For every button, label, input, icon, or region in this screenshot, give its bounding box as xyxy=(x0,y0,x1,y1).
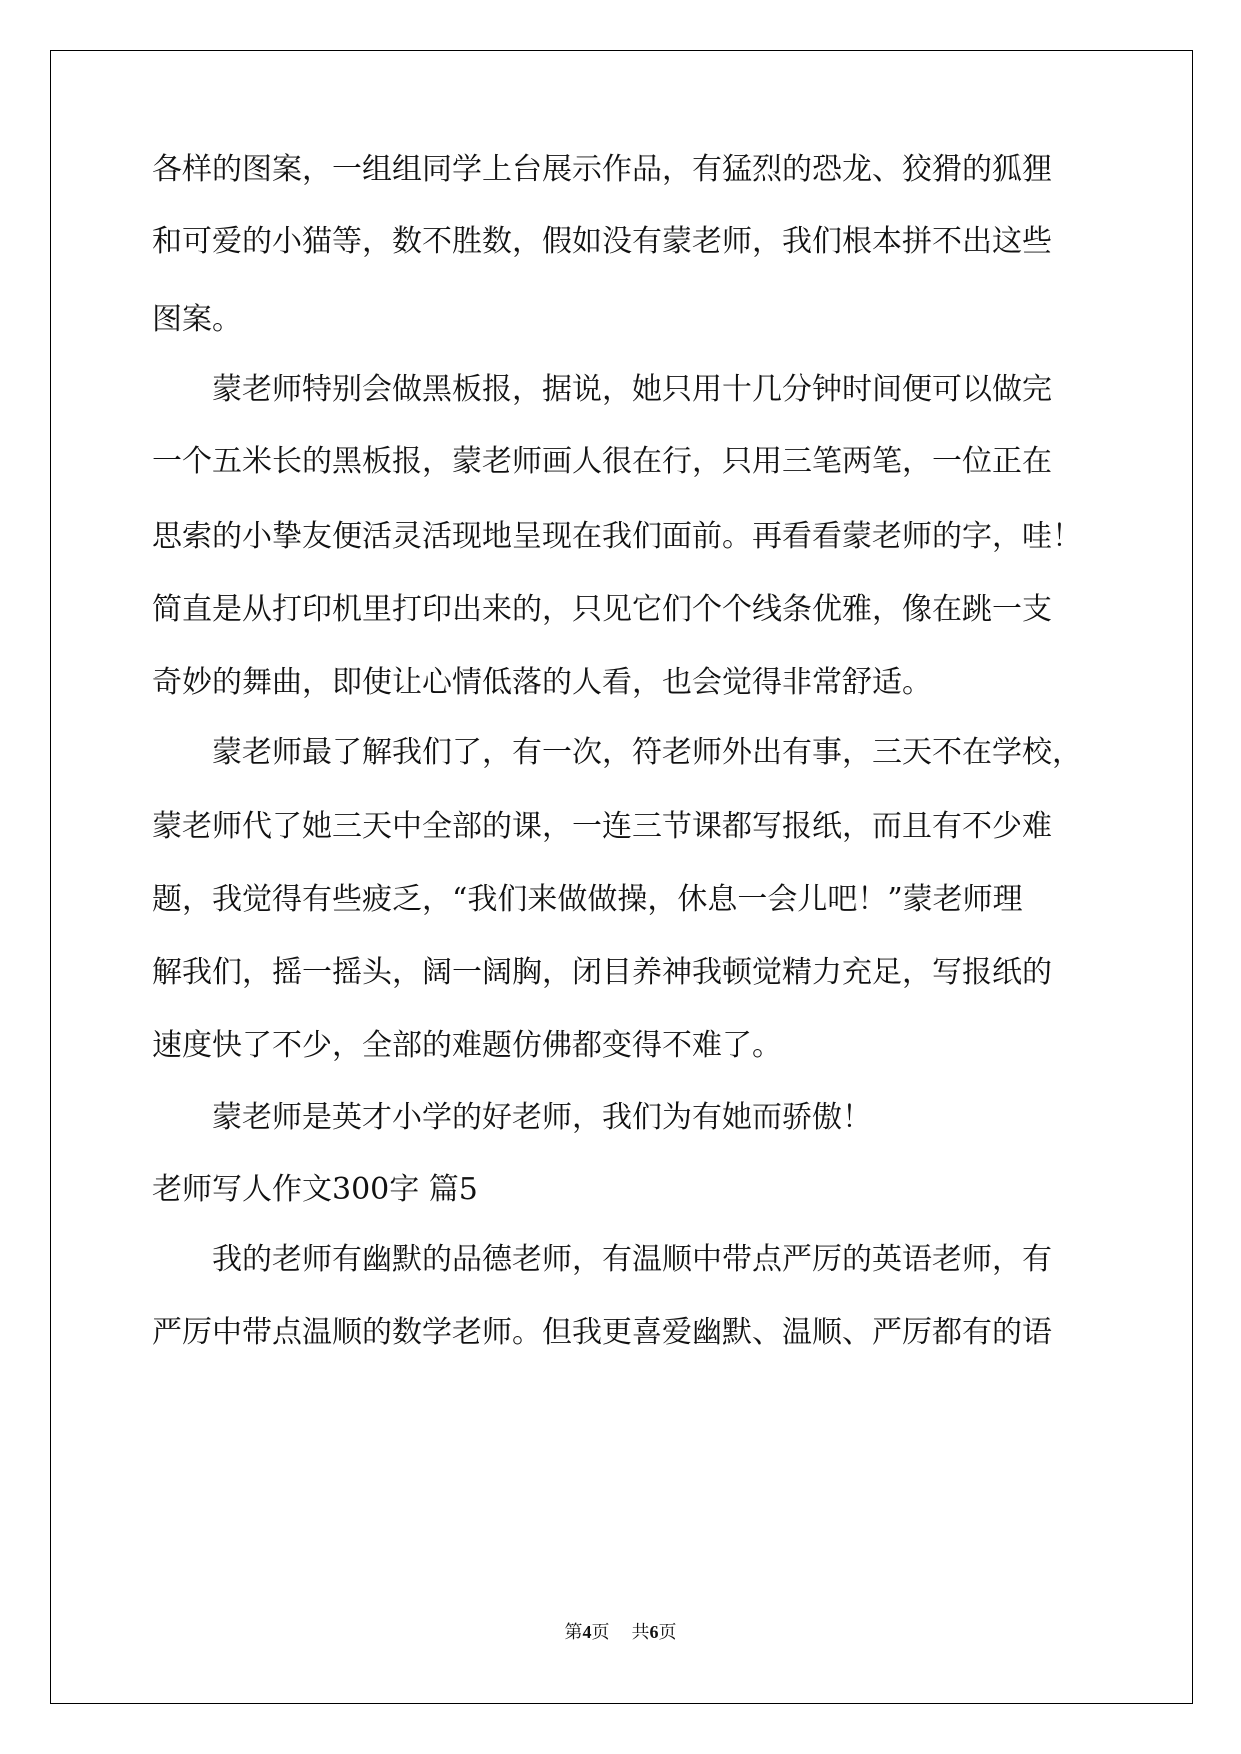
body-line: 解我们，摇一摇头，阔一阔胸，闭目养神我顿觉精力充足，写报纸的 xyxy=(152,955,1052,990)
body-line: 速度快了不少，全部的难题仿佛都变得不难了。 xyxy=(152,1028,782,1063)
body-line: 奇妙的舞曲，即使让心情低落的人看，也会觉得非常舒适。 xyxy=(152,665,932,700)
page-footer xyxy=(0,1618,1241,1644)
body-line: 蒙老师最了解我们了，有一次，符老师外出有事，三天不在学校， xyxy=(212,735,1082,770)
body-line: 图案。 xyxy=(152,302,242,337)
total-pages: 6 xyxy=(649,1622,659,1642)
body-line: 蒙老师是英才小学的好老师，我们为有她而骄傲！ xyxy=(212,1100,872,1135)
body-line: 简直是从打印机里打印出来的，只见它们个个线条优雅，像在跳一支 xyxy=(152,592,1052,627)
page-number: 4 xyxy=(582,1622,592,1642)
body-line: 一个五米长的黑板报，蒙老师画人很在行，只用三笔两笔，一位正在 xyxy=(152,444,1052,479)
body-line: 严厉中带点温顺的数学老师。但我更喜爱幽默、温顺、严厉都有的语 xyxy=(152,1315,1052,1350)
body-line: 和可爱的小猫等，数不胜数，假如没有蒙老师，我们根本拼不出这些 xyxy=(152,224,1052,259)
page-number-suffix: 页 xyxy=(591,1622,610,1643)
body-line: 思索的小挚友便活灵活现地呈现在我们面前。再看看蒙老师的字，哇！ xyxy=(152,519,1082,554)
body-line: 蒙老师代了她三天中全部的课，一连三节课都写报纸，而且有不少难 xyxy=(152,809,1052,844)
page-number-prefix: 第 xyxy=(564,1622,583,1643)
body-line: 我的老师有幽默的品德老师，有温顺中带点严厉的英语老师，有 xyxy=(212,1242,1052,1277)
total-pages-suffix: 页 xyxy=(658,1622,677,1643)
body-line: 蒙老师特别会做黑板报，据说，她只用十几分钟时间便可以做完 xyxy=(212,372,1052,407)
total-pages-prefix: 共 xyxy=(631,1622,650,1643)
body-line: 各样的图案，一组组同学上台展示作品，有猛烈的恐龙、狡猾的狐狸 xyxy=(152,152,1052,187)
section-heading: 老师写人作文300字 篇5 xyxy=(152,1172,478,1207)
body-line: 题，我觉得有些疲乏，“我们来做做操，休息一会儿吧！”蒙老师理 xyxy=(152,882,1023,917)
